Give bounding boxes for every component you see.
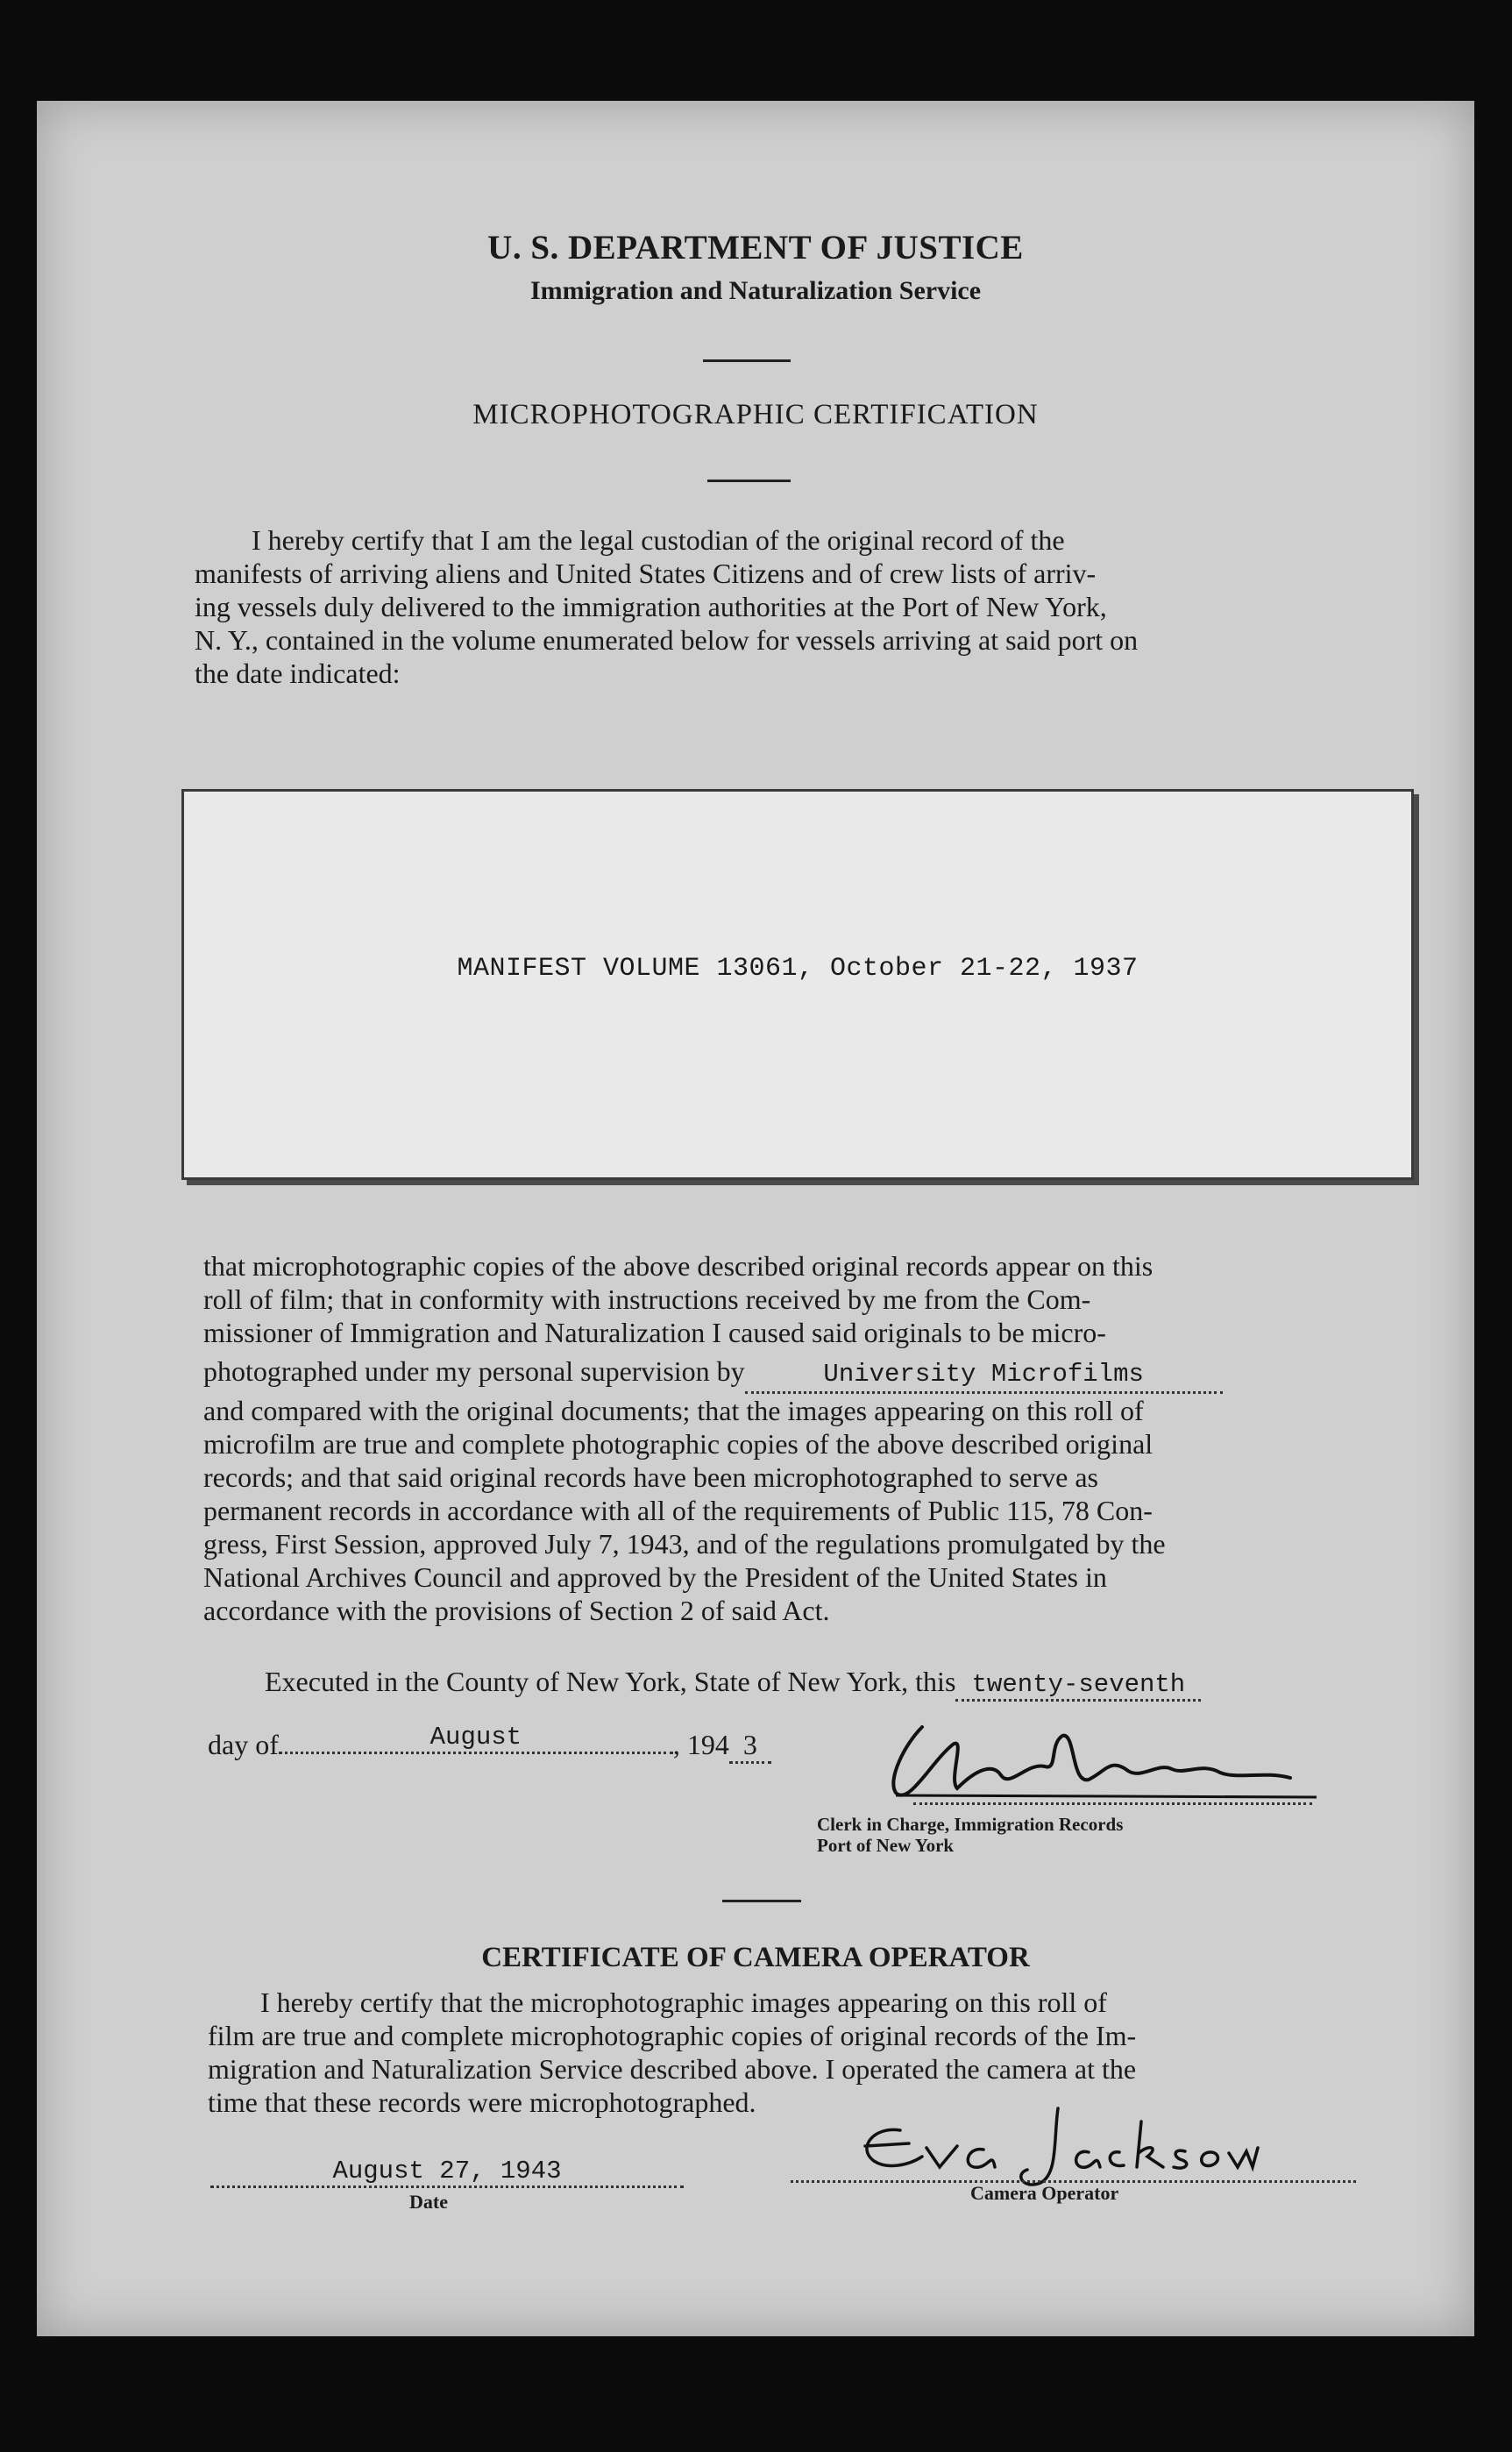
executed-month: August [429, 1723, 522, 1752]
body-line: microfilm are true and complete photographic copies of the above described original [203, 1428, 1154, 1460]
camera-line: I hereby certify that the microphotographic images appearing on this roll of [260, 1986, 1107, 2018]
supervision-line [203, 1354, 1352, 1394]
clerk-title-line: Port of New York [817, 1835, 955, 1856]
supervisor-fill-line [745, 1354, 1223, 1394]
executed-day: twenty-seventh [971, 1670, 1186, 1699]
month-fill-line [279, 1718, 673, 1754]
year-prefix: , 194 [672, 1729, 729, 1760]
date-fill [210, 2157, 684, 2188]
executed-prefix: Executed in the County of New York, State of New York, this [265, 1666, 956, 1697]
body-line: missioner of Immigration and Naturalization I caused said originals to be micro- [203, 1317, 1106, 1348]
day-fill-line [955, 1666, 1201, 1702]
intro-line: manifests of arriving aliens and United States Citizens and of crew lists of arriv- [195, 558, 1097, 589]
executed-year: 3 [742, 1729, 757, 1760]
executed-line [265, 1666, 1201, 1702]
intro-line: I hereby certify that I am the legal custodian of the original record of the [252, 524, 1065, 556]
camera-line: time that these records were microphotographed. [208, 2086, 756, 2118]
body-line: records; and that said original records have been microphotographed to serve as [203, 1461, 1098, 1493]
certification-title: MICROPHOTOGRAPHIC CERTIFICATION [472, 399, 1039, 430]
body-line: that microphotographic copies of the above described original records appear on this [203, 1250, 1154, 1282]
intro-paragraph [195, 523, 1343, 690]
service-subtitle: Immigration and Naturalization Service [529, 276, 982, 305]
volume-card [181, 789, 1414, 1180]
supervision-prefix: photographed under my personal supervision by [203, 1355, 745, 1387]
supervisor-name: University Microfilms [823, 1360, 1144, 1389]
body-paragraph [203, 1249, 1352, 1627]
volume-label: MANIFEST VOLUME 13061, October 21-22, 1937 [457, 954, 1139, 984]
clerk-signature-line [913, 1794, 1312, 1809]
department-title: U. S. DEPARTMENT OF JUSTICE [487, 229, 1024, 267]
body-line: and compared with the original documents; that the images appearing on this roll of [203, 1395, 1144, 1426]
certificate-page [37, 101, 1474, 2336]
date-label: Date [409, 2191, 448, 2213]
body-line: accordance with the provisions of Section 2 of said Act. [203, 1595, 830, 1626]
year-fill-line [729, 1729, 771, 1764]
camera-line: film are true and complete microphotographic copies of original records of the Im- [208, 2020, 1137, 2051]
clerk-signature [870, 1709, 1325, 1806]
clerk-title-line: Clerk in Charge, Immigration Records [817, 1814, 1124, 1835]
body-line: permanent records in accordance with all of the requirements of Public 115, 78 Con- [203, 1495, 1153, 1526]
intro-line: N. Y., contained in the volume enumerated below for vessels arriving at said port on [195, 624, 1139, 656]
date-dotted-line [210, 2157, 684, 2188]
certificate-date: August 27, 1943 [332, 2157, 562, 2185]
operator-label: Camera Operator [970, 2182, 1119, 2204]
clerk-title [817, 1814, 1123, 1856]
title-divider [707, 480, 791, 482]
body-line: National Archives Council and approved by the President of the United States in [203, 1561, 1107, 1593]
intro-line: ing vessels duly delivered to the immigration authorities at the Port of New York, [195, 591, 1107, 622]
body-line: roll of film; that in conformity with instructions received by me from the Com- [203, 1283, 1091, 1315]
body-line: gress, First Session, approved July 7, 1943, and of the regulations promulgated by the [203, 1528, 1166, 1560]
intro-line: the date indicated: [195, 657, 401, 689]
clerk-dotted-line [913, 1802, 1312, 1805]
camera-line: migration and Naturalization Service described above. I operated the camera at the [208, 2053, 1137, 2085]
camera-certificate-title: CERTIFICATE OF CAMERA OPERATOR [481, 1942, 1030, 1973]
day-of-label: day of [208, 1729, 279, 1760]
section-divider [722, 1900, 801, 1902]
day-of-line [208, 1723, 771, 1765]
header-divider [703, 359, 791, 362]
